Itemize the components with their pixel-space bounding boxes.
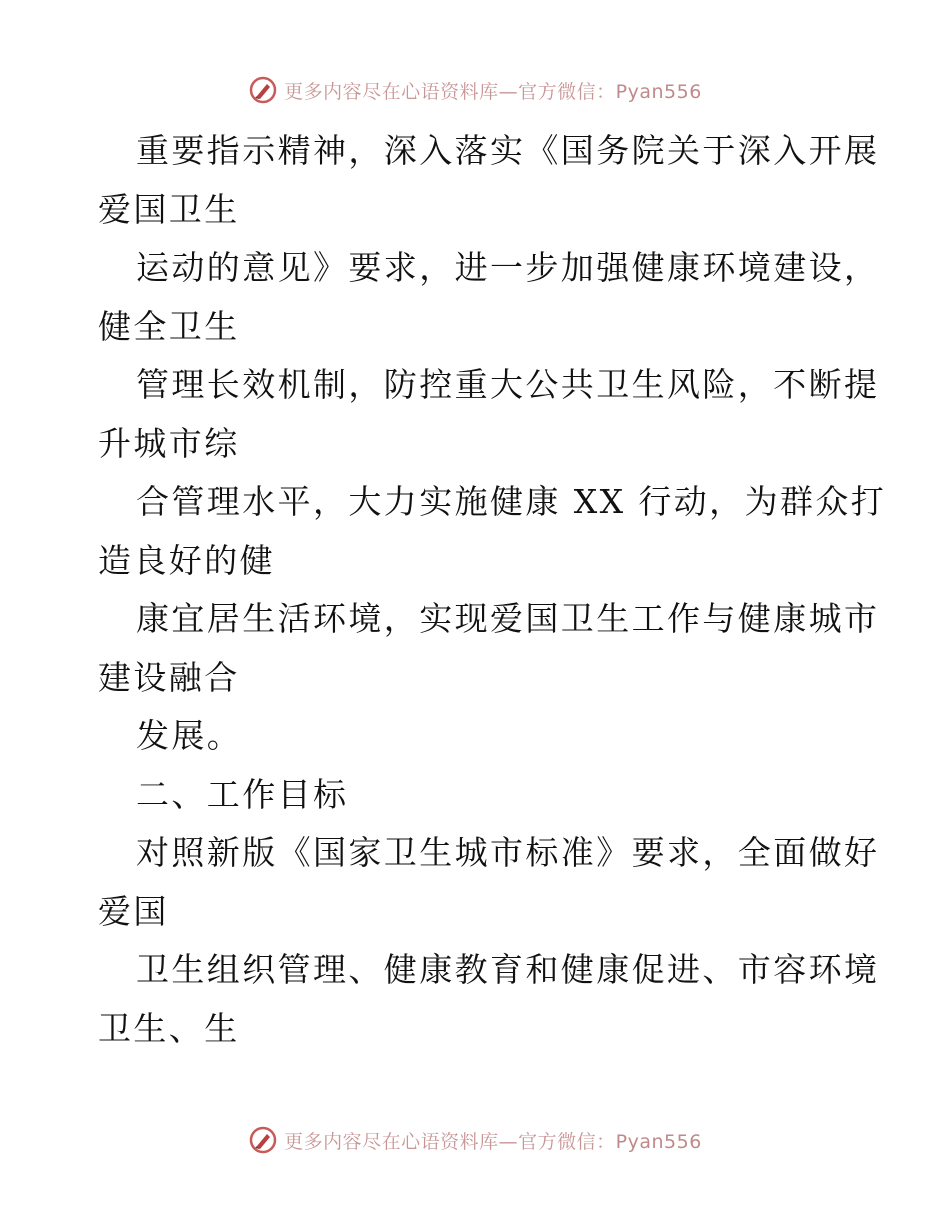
footer-watermark	[0, 1120, 950, 1160]
text-line: 健全卫生	[98, 306, 240, 346]
text-line: 造良好的健	[98, 540, 275, 580]
text-line: 爱国	[98, 891, 169, 931]
section-heading: 二、工作目标	[136, 774, 349, 814]
text-line: 爱国卫生	[98, 189, 240, 229]
header-watermark	[0, 70, 950, 110]
pen-nib-icon	[248, 1125, 278, 1155]
text-line: 建设融合	[98, 657, 240, 697]
text-line: 卫生组织管理、健康教育和健康促进、市容环境	[136, 950, 880, 989]
text-line: 对照新版《国家卫生城市标准》要求，全面做好	[136, 833, 880, 872]
text-line: 重要指示精神，深入落实《国务院关于深入开展	[136, 131, 880, 170]
text-line: 康宜居生活环境，实现爱国卫生工作与健康城市	[136, 599, 880, 638]
text-line: 合管理水平，大力实施健康 XX 行动，为群众打	[136, 482, 887, 521]
text-line: 运动的意见》要求，进一步加强健康环境建设，	[136, 248, 880, 287]
text-line: 升城市综	[98, 423, 240, 463]
watermark-text: 更多内容尽在心语资料库—官方微信：Pyan556	[284, 80, 702, 103]
body-text	[98, 122, 887, 1058]
watermark-text: 更多内容尽在心语资料库—官方微信：Pyan556	[284, 1130, 702, 1153]
text-line: 管理长效机制，防控重大公共卫生风险，不断提	[136, 365, 880, 404]
text-line: 发展。	[136, 716, 243, 755]
text-line: 卫生、生	[98, 1008, 240, 1048]
pen-nib-icon	[248, 75, 278, 105]
